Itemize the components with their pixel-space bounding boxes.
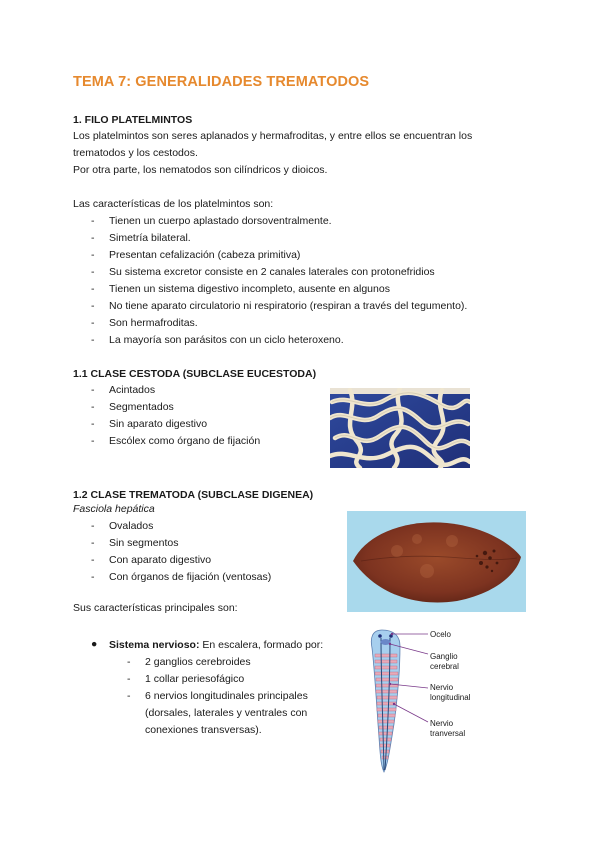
label-nervio-long-1: Nervio xyxy=(430,683,454,692)
nervous-system-list xyxy=(127,654,308,739)
list-item: - Presentan cefalización (cabeza primitiva) xyxy=(91,247,467,264)
page-title: TEMA 7: GENERALIDADES TREMATODOS xyxy=(73,74,370,90)
list-item: - Simetría bilateral. xyxy=(91,230,467,247)
list-item: - Sin aparato digestivo xyxy=(91,416,260,433)
fasciola-photo xyxy=(347,511,526,612)
label-ganglio-2: cerebral xyxy=(430,662,459,671)
list-item: - Su sistema excretor consiste en 2 canales laterales con protonefridios xyxy=(91,264,467,281)
label-ocelo: Ocelo xyxy=(430,630,451,639)
nervous-system-label: Sistema nervioso: xyxy=(109,639,200,651)
label-nervio-trans-2: tranversal xyxy=(430,729,466,738)
intro-paragraph xyxy=(73,128,472,179)
nervous-system-text: En escalera, formado por: xyxy=(199,639,324,651)
list-item-line: - 6 nervios longitudinales principales xyxy=(145,690,308,702)
list-item: - Ovalados xyxy=(91,518,271,535)
characteristics-list xyxy=(91,213,467,349)
list-item-line: conexiones transversas). xyxy=(145,724,262,736)
list-item: - Segmentados xyxy=(91,399,260,416)
list-item: - Con aparato digestivo xyxy=(91,552,271,569)
cestoda-list xyxy=(91,382,260,450)
list-item: - No tiene aparato circulatorio ni respiratorio (respiran a través del tegumento). xyxy=(91,298,467,315)
characteristics-intro: Las características de los platelmintos son: xyxy=(73,198,274,210)
section-heading-cestoda: 1.1 CLASE CESTODA (SUBCLASE EUCESTODA) xyxy=(73,368,317,380)
list-item xyxy=(127,688,308,739)
label-ganglio-1: Ganglio xyxy=(430,652,458,661)
section-heading-trematoda: 1.2 CLASE TREMATODA (SUBCLASE DIGENEA) xyxy=(73,489,314,501)
list-item: - 1 collar periesofágico xyxy=(127,671,308,688)
nervous-system-line xyxy=(109,637,323,654)
intro-line: Los platelmintos son seres aplanados y hermafroditas, y entre ellos se encuentran los xyxy=(73,130,473,142)
list-item: - 2 ganglios cerebroides xyxy=(127,654,308,671)
intro-line: trematodos y los cestodos. xyxy=(73,147,198,159)
list-item: - Tienen un sistema digestivo incompleto, ausente en algunos xyxy=(91,281,467,298)
list-item-line: (dorsales, laterales y ventrales con xyxy=(145,707,308,719)
list-item: - Escólex como órgano de fijación xyxy=(91,433,260,450)
nervous-system-diagram xyxy=(364,624,494,776)
list-item: - Acintados xyxy=(91,382,260,399)
list-item: - Son hermafroditas. xyxy=(91,315,467,332)
list-item: - Con órganos de fijación (ventosas) xyxy=(91,569,271,586)
list-item: - Sin segmentos xyxy=(91,535,271,552)
list-item: - Tienen un cuerpo aplastado dorsoventralmente. xyxy=(91,213,467,230)
section-heading-platelmintos: 1. FILO PLATELMINTOS xyxy=(73,114,193,126)
intro-line: Por otra parte, los nematodos son cilíndricos y dioicos. xyxy=(73,164,328,176)
label-nervio-long-2: longitudinal xyxy=(430,693,471,702)
tapeworm-photo xyxy=(330,388,470,468)
species-subtitle: Fasciola hepática xyxy=(73,503,155,515)
main-characteristics-intro: Sus características principales son: xyxy=(73,602,238,614)
trematoda-list xyxy=(91,518,271,586)
label-nervio-trans-1: Nervio xyxy=(430,719,454,728)
list-item: - La mayoría son parásitos con un ciclo heteroxeno. xyxy=(91,332,467,349)
bullet-dot: ● xyxy=(91,638,98,650)
